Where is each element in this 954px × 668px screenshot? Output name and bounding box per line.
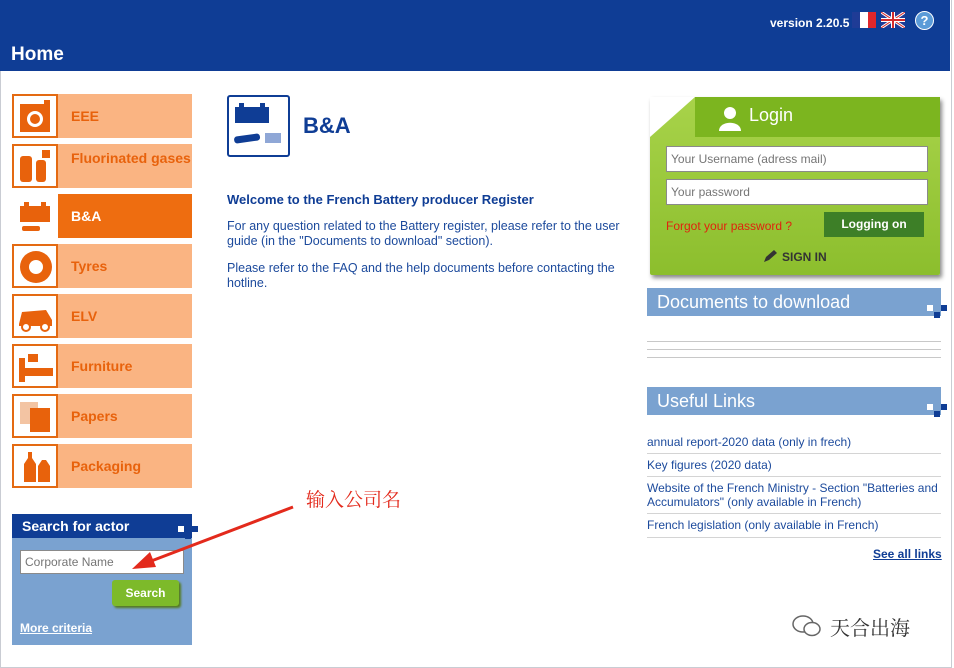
divider <box>647 476 941 477</box>
more-criteria-link[interactable]: More criteria <box>20 621 93 635</box>
search-button[interactable]: Search <box>112 580 179 606</box>
useful-link[interactable]: annual report-2020 data (only in frech) <box>647 435 852 449</box>
page-title: Home <box>11 44 64 65</box>
login-panel <box>650 97 940 275</box>
sidebar-item-ba[interactable] <box>12 194 192 238</box>
user-icon <box>718 105 742 131</box>
annotation-text: 输入公司名 <box>306 490 402 511</box>
password-input[interactable] <box>666 179 928 205</box>
pencil-icon <box>763 249 779 263</box>
car-icon <box>12 294 58 338</box>
search-actor-title: Search for actor <box>12 514 192 538</box>
battery-icon <box>12 194 58 238</box>
intro-paragraph: For any question related to the Battery register, please refer to the user guide (in the "Documents to download" section). <box>227 219 620 248</box>
sidebar-item-label: Furniture <box>71 358 133 374</box>
sidebar-item-fluorinated-gases[interactable] <box>12 144 192 188</box>
sidebar-item-label: Packaging <box>71 458 142 474</box>
sidebar-item-eee[interactable] <box>12 94 192 138</box>
french-flag-icon[interactable] <box>852 12 876 28</box>
divider <box>647 341 941 342</box>
help-icon[interactable]: ? <box>915 11 934 30</box>
documents-header: Documents to download <box>647 288 941 316</box>
sidebar-item-tyres[interactable] <box>12 244 192 288</box>
battery-large-icon <box>227 95 290 157</box>
sidebar-item-label: EEE <box>71 108 100 124</box>
corporate-name-input[interactable] <box>20 550 184 574</box>
sidebar-item-label: ELV <box>71 308 98 324</box>
sidebar-item-furniture[interactable] <box>12 344 192 388</box>
search-actor-panel <box>12 514 192 645</box>
bottles-icon <box>12 444 58 488</box>
username-input[interactable] <box>666 146 928 172</box>
see-all-links[interactable]: See all links <box>873 547 942 561</box>
sidebar-item-packaging[interactable] <box>12 444 192 488</box>
corner-decoration-icon <box>927 404 949 420</box>
section-title: B&A <box>303 113 351 138</box>
wechat-icon <box>792 614 822 638</box>
useful-link[interactable]: Key figures (2020 data) <box>647 458 772 472</box>
useful-link[interactable]: Website of the French Ministry - Section "Batteries and Accumulators" (only available in French) <box>647 481 938 509</box>
sidebar-item-elv[interactable] <box>12 294 192 338</box>
uk-flag-icon[interactable] <box>881 12 905 28</box>
useful-link[interactable]: French legislation (only available in French) <box>647 518 879 532</box>
sidebar-item-label: Papers <box>71 408 118 424</box>
logging-on-button[interactable]: Logging on <box>824 212 924 237</box>
divider <box>647 357 941 358</box>
corner-decoration-icon <box>927 305 949 321</box>
sign-in-link[interactable]: SIGN IN <box>782 250 827 264</box>
sidebar-item-label: Tyres <box>71 258 108 274</box>
corner-decoration-icon <box>178 526 200 542</box>
gas-bottles-icon <box>12 144 58 188</box>
washing-machine-icon <box>12 94 58 138</box>
sidebar-item-papers[interactable] <box>12 394 192 438</box>
sidebar-item-label: Fluorinated gases <box>71 150 191 166</box>
sidebar-item-label: B&A <box>71 208 102 224</box>
useful-links-header: Useful Links <box>647 387 941 415</box>
tyre-icon <box>12 244 58 288</box>
bed-icon <box>12 344 58 388</box>
divider <box>647 513 941 514</box>
papers-icon <box>12 394 58 438</box>
welcome-heading: Welcome to the French Battery producer Register <box>227 192 534 207</box>
divider <box>647 453 941 454</box>
forgot-password-link[interactable]: Forgot your password ? <box>666 219 793 233</box>
login-corner-fold <box>650 97 695 137</box>
login-title: Login <box>749 105 794 125</box>
version-label: version 2.20.5 <box>770 16 850 30</box>
top-bar <box>0 0 950 71</box>
faq-paragraph: Please refer to the FAQ and the help documents before contacting the hotline. <box>227 261 615 290</box>
divider <box>647 537 941 538</box>
watermark-text: 天合出海 <box>830 618 910 640</box>
divider <box>647 349 941 350</box>
